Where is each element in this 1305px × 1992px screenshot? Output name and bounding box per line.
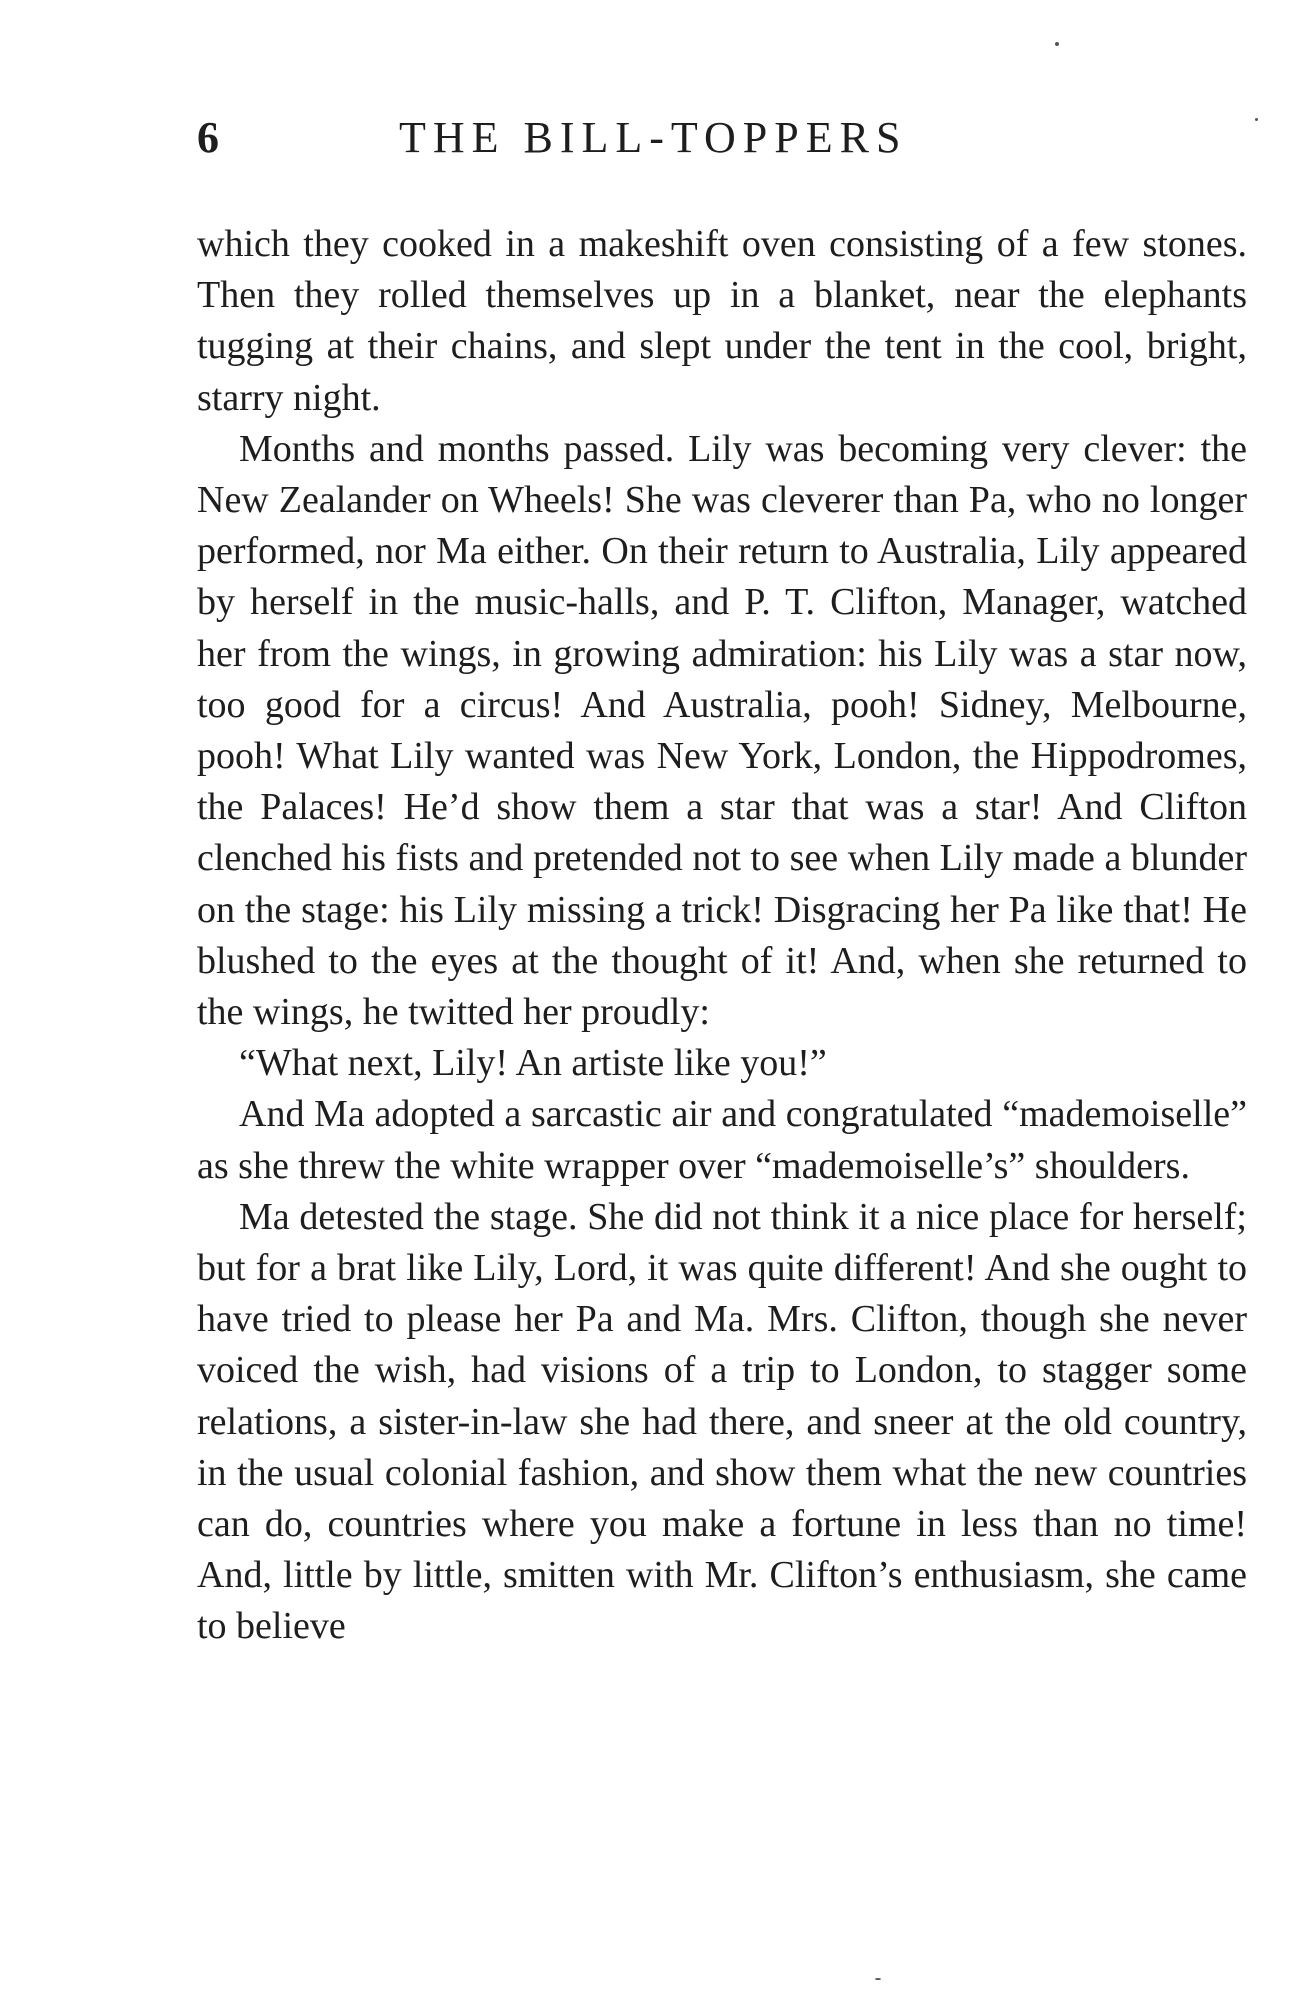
paper-speck [1055, 42, 1059, 46]
paragraph: “What next, Lily! An artiste like you!” [239, 1042, 827, 1085]
running-title: THE BILL-TOPPERS [399, 113, 908, 162]
paragraph: Ma detested the stage. She did not think it a nice place for herself; but for a brat like Lily, Lord, it was quite different! And she ought to have tried to please her Pa and Ma. Mrs. Clifton, though she never voiced the wish, had visions of a trip to London, to stagger some relations, a sister-in-law she had there, and sneer at the old country, in the usual colonial fashion, and show them what the new countries can do, countries where you make a fortune in less than no time! And, little by little, smitten with Mr. Clifton’s enthusiasm, she came to believe [197, 1195, 1247, 1648]
paper-speck [1255, 118, 1258, 121]
paragraph: And Ma adopted a sarcastic air and congratulated “mademoiselle” as she threw the white wrapper over “mademoiselle’s” shoulders. [197, 1093, 1247, 1187]
page-number: 6 [197, 113, 219, 162]
paragraph: which they cooked in a makeshift oven consisting of a few stones. Then they rolled themselves up in a blanket, near the elephants tugging at their chains, and slept under the tent in the cool, bright, starry night. [197, 223, 1247, 419]
paragraph: Months and months passed. Lily was becoming very clever: the New Zealander on Wheels! She was cleverer than Pa, who no longer performed, nor Ma either. On their return to Australia, Lily appeared by herself in the music-halls, and P. T. Clifton, Manager, watched her from the wings, in growing admiration: his Lily was a star now, too good for a circus! And Australia, pooh! Sidney, Melbourne, pooh! What Lily wanted was New York, London, the Hippodromes, the Palaces! He’d show them a star that was a star! And Clifton clenched his fists and pretended not to see when Lily made a blunder on the stage: his Lily missing a trick! Disgracing her Pa like that! He blushed to the eyes at the thought of it! And, when she returned to the wings, he twitted her proudly: [197, 427, 1247, 1034]
page-header [197, 108, 1247, 168]
paper-speck [875, 1978, 881, 1980]
body-text [197, 219, 1247, 1653]
